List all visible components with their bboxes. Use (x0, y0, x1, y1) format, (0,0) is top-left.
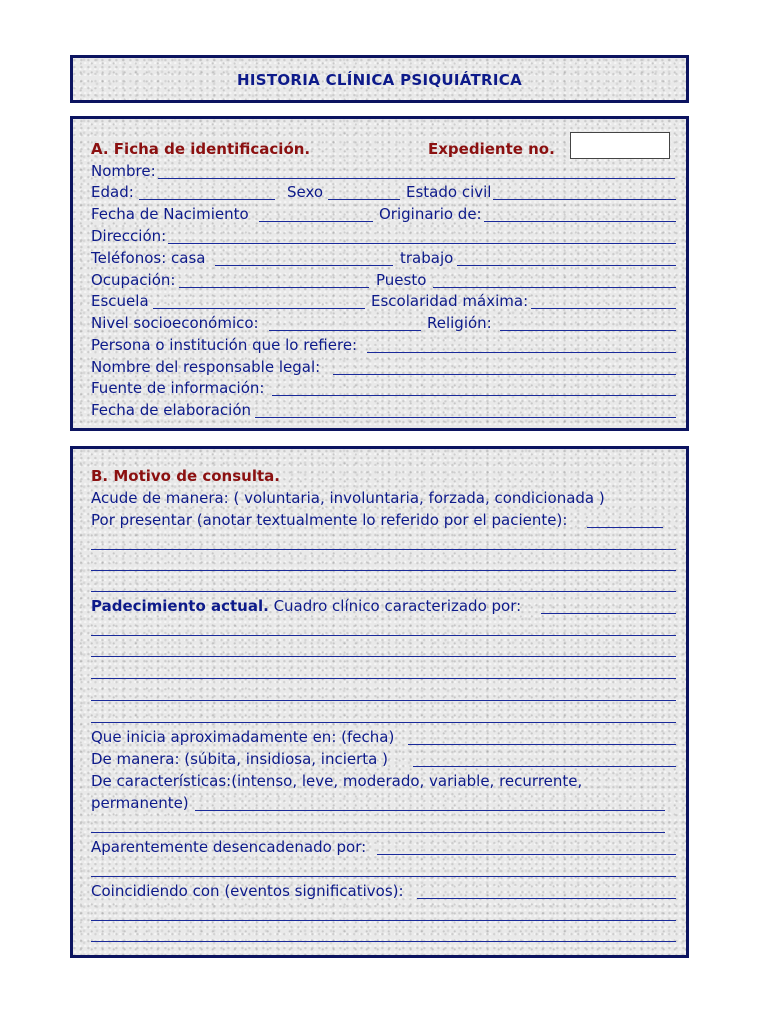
por-presentar-line-2[interactable] (91, 570, 676, 571)
nivel-label: Nivel socioeconómico: (91, 314, 259, 332)
desencadenado-line-1[interactable] (91, 876, 676, 877)
padecimiento-line-4[interactable] (91, 700, 676, 701)
padecimiento-rest: Cuadro clínico caracterizado por: (268, 597, 522, 615)
telefono-casa-field[interactable] (215, 265, 393, 266)
desencadenado-field[interactable] (377, 854, 676, 855)
acude-label: Acude de manera: ( voluntaria, involuntaria, forzada, condicionada ) (91, 489, 605, 507)
estado-civil-field[interactable] (493, 199, 676, 200)
religion-label: Religión: (427, 314, 492, 332)
escuela-label: Escuela (91, 292, 149, 310)
originario-label: Originario de: (379, 205, 482, 223)
padecimiento-line-3[interactable] (91, 678, 676, 679)
inicia-label: Que inicia aproximadamente en: (fecha) (91, 728, 395, 746)
section-b-heading: B. Motivo de consulta. (91, 467, 280, 485)
sexo-field[interactable] (328, 199, 400, 200)
section-b-panel (70, 446, 689, 958)
telefonos-label: Teléfonos: casa (91, 249, 206, 267)
fecha-nacimiento-field[interactable] (259, 221, 373, 222)
expediente-label: Expediente no. (428, 140, 555, 158)
caracteristicas-label: De características:(intenso, leve, moderado, variable, recurrente, (91, 772, 583, 790)
nombre-label: Nombre: (91, 162, 156, 180)
edad-field[interactable] (139, 199, 275, 200)
padecimiento-line-2[interactable] (91, 656, 676, 657)
fecha-elaboracion-label: Fecha de elaboración (91, 401, 252, 419)
edad-label: Edad: (91, 183, 134, 201)
persona-field[interactable] (367, 352, 676, 353)
padecimiento-text (91, 596, 521, 617)
section-a-heading: A. Ficha de identificación. (91, 140, 311, 158)
ocupacion-field[interactable] (179, 287, 369, 288)
nivel-field[interactable] (269, 330, 421, 331)
puesto-field[interactable] (433, 287, 676, 288)
padecimiento-line-5[interactable] (91, 722, 676, 723)
desencadenado-label: Aparentemente desencadenado por: (91, 838, 367, 856)
inicia-field[interactable] (408, 744, 676, 745)
trabajo-label: trabajo (400, 249, 454, 267)
escolaridad-field[interactable] (531, 308, 676, 309)
responsable-field[interactable] (333, 374, 676, 375)
de-manera-label: De manera: (súbita, insidiosa, incierta ) (91, 750, 388, 768)
padecimiento-field[interactable] (541, 613, 676, 614)
coincidiendo-line-2[interactable] (91, 941, 676, 942)
por-presentar-label: Por presentar (anotar textualmente lo referido por el paciente): (91, 511, 568, 529)
responsable-label: Nombre del responsable legal: (91, 358, 321, 376)
escolaridad-label: Escolaridad máxima: (371, 292, 529, 310)
de-manera-field[interactable] (413, 766, 676, 767)
coincidiendo-label: Coincidiendo con (eventos significativos): (91, 882, 404, 900)
coincidiendo-line-1[interactable] (91, 920, 676, 921)
section-a-panel (70, 116, 689, 431)
permanente-label: permanente) (91, 794, 189, 812)
telefono-trabajo-field[interactable] (457, 265, 676, 266)
por-presentar-line-3[interactable] (91, 591, 676, 592)
coincidiendo-field[interactable] (417, 898, 676, 899)
direccion-label: Dirección: (91, 227, 167, 245)
estado-civil-label: Estado civil (406, 183, 492, 201)
caracteristicas-line-1[interactable] (91, 832, 665, 833)
religion-field[interactable] (500, 330, 676, 331)
escuela-field[interactable] (153, 308, 365, 309)
puesto-label: Puesto (376, 271, 427, 289)
expediente-field[interactable] (570, 132, 670, 159)
page-title: HISTORIA CLÍNICA PSIQUIÁTRICA (236, 71, 523, 89)
ocupacion-label: Ocupación: (91, 271, 176, 289)
direccion-field[interactable] (168, 243, 676, 244)
fuente-field[interactable] (272, 395, 676, 396)
caracteristicas-field[interactable] (195, 810, 665, 811)
fecha-nacimiento-label: Fecha de Nacimiento (91, 205, 249, 223)
persona-label: Persona o institución que lo refiere: (91, 336, 358, 354)
padecimiento-line-1[interactable] (91, 635, 676, 636)
title-panel (70, 55, 689, 103)
por-presentar-field[interactable] (587, 527, 663, 528)
originario-field[interactable] (484, 221, 676, 222)
fuente-label: Fuente de información: (91, 379, 265, 397)
sexo-label: Sexo (287, 183, 324, 201)
por-presentar-line-1[interactable] (91, 549, 676, 550)
nombre-field[interactable] (158, 178, 675, 179)
padecimiento-bold: Padecimiento actual. (91, 597, 269, 615)
fecha-elaboracion-field[interactable] (255, 417, 676, 418)
